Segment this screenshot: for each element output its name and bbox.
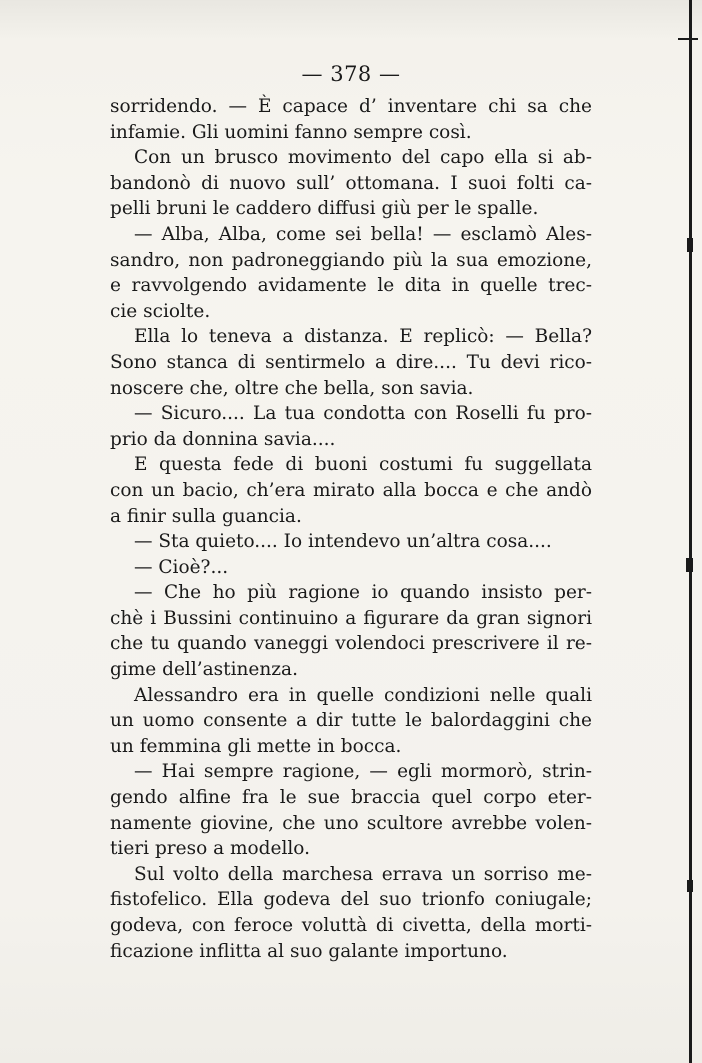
page-number: — 378 — <box>301 62 401 86</box>
text-line: gendo alfine fra le sue braccia quel corpo eter- <box>110 787 592 809</box>
text-line: — Cioè?... <box>134 556 229 578</box>
body-text <box>110 94 592 964</box>
text-line: E questa fede di buoni costumi fu suggellata <box>134 454 592 476</box>
scan-binding-edge <box>689 0 692 1063</box>
text-line: Alessandro era in quelle condizioni nelle quali <box>134 684 592 706</box>
text-line: bandonò di nuovo sull’ ottomana. I suoi folti ca- <box>110 172 592 194</box>
text-line: fistofelico. Ella godeva del suo trionfo coniugale; <box>110 889 592 911</box>
text-line: namente giovine, che uno scultore avrebbe volen- <box>110 812 592 834</box>
text-line: Sul volto della marchesa errava un sorriso me- <box>134 863 592 885</box>
scan-edge-mark <box>687 238 693 252</box>
text-line: a finir sulla guancia. <box>110 505 302 527</box>
scan-edge-mark <box>686 558 693 572</box>
text-line: un uomo consente a dir tutte le balordaggini che <box>110 710 592 732</box>
text-line: sorridendo. — È capace d’ inventare chi sa che <box>110 96 592 117</box>
text-line: cie sciolte. <box>110 300 211 322</box>
text-line: con un bacio, ch’era mirato alla bocca e che andò <box>110 479 592 501</box>
text-line: prio da donnina savia.... <box>110 428 336 450</box>
text-line: Ella lo teneva a distanza. E replicò: — Bella? <box>134 326 592 348</box>
text-line: chè i Bussini continuino a figurare da gran signori <box>110 607 592 629</box>
text-line: — Sicuro.... La tua condotta con Roselli fu pro- <box>134 403 592 425</box>
text-line: — Sta quieto.... Io intendevo un’altra cosa.... <box>134 531 552 553</box>
text-line: infamie. Gli uomini fanno sempre così. <box>110 121 472 143</box>
text-line: gime dell’astinenza. <box>110 659 298 681</box>
text-line: tieri preso a modello. <box>110 838 310 860</box>
text-line: ficazione inflitta al suo galante importuno. <box>110 940 508 962</box>
text-line: pelli bruni le caddero diffusi giù per le spalle. <box>110 198 539 220</box>
text-line: — Hai sempre ragione, — egli mormorò, strin- <box>134 761 592 783</box>
text-line: che tu quando vaneggi volendoci prescrivere il re- <box>110 633 592 655</box>
scan-edge-mark <box>687 880 693 892</box>
text-line: godeva, con feroce voluttà di civetta, della morti- <box>110 915 592 936</box>
text-line: un femmina gli mette in bocca. <box>110 735 402 757</box>
text-line: noscere che, oltre che bella, son savia. <box>110 377 474 399</box>
text-line: e ravvolgendo avidamente le dita in quelle trec- <box>110 275 592 297</box>
text-line: Con un brusco movimento del capo ella si ab- <box>134 147 592 169</box>
text-line: — Che ho più ragione io quando insisto per- <box>134 582 592 604</box>
text-line: sandro, non padroneggiando più la sua emozione, <box>110 249 592 271</box>
scan-edge-mark <box>678 38 698 40</box>
text-line: — Alba, Alba, come sei bella! — esclamò Ales- <box>134 223 592 245</box>
text-line: Sono stanca di sentirmelo a dire.... Tu devi rico- <box>110 351 592 373</box>
